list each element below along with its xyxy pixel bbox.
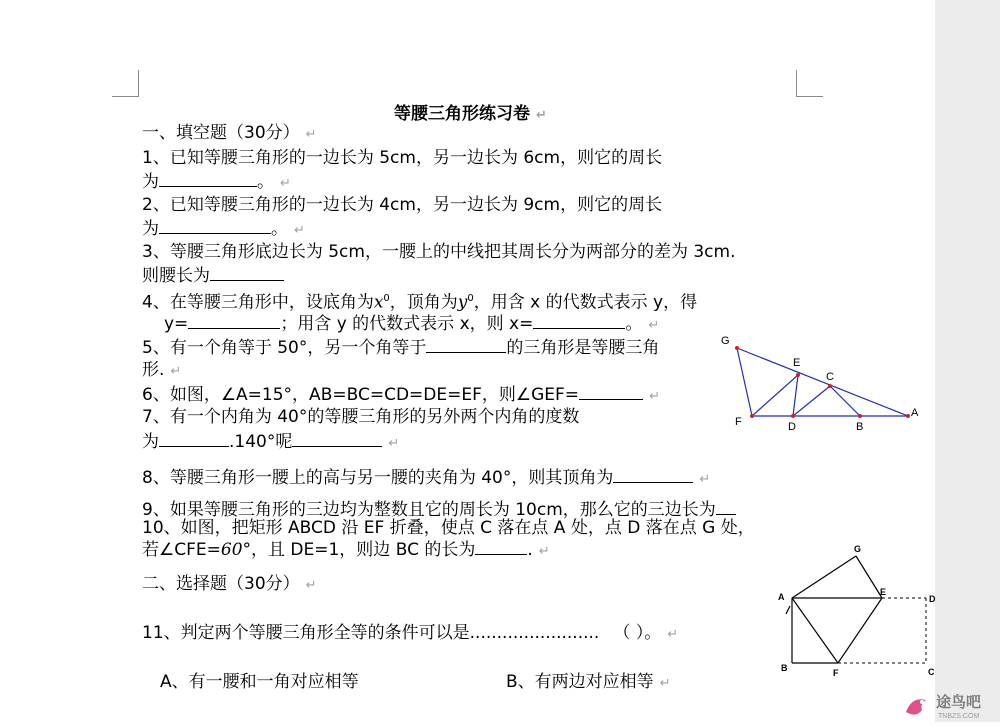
option-a: A、有一腰和一角对应相等 bbox=[160, 672, 359, 692]
question-3-line-1: 3、等腰三角形底边长为 5cm，一腰上的中线把其周长分为两部分的差为 3cm. bbox=[142, 242, 736, 262]
question-5-line-1: 5、有一个角等于 50°，另一个角等于 的三角形是等腰三角 bbox=[142, 338, 660, 358]
question-8: 8、等腰三角形一腰上的高与另一腰的夹角为 40°，则其顶角为 ↵ bbox=[142, 468, 711, 488]
question-3-line-2: 则腰长为 bbox=[142, 264, 284, 287]
fig1-label-e: E bbox=[793, 357, 801, 369]
question-10-line-1: 10、如图，把矩形 ABCD 沿 EF 折叠，使点 C 落在点 A 处，点 D 落在点 G 处， bbox=[142, 518, 755, 538]
fig1-label-g: G bbox=[721, 335, 730, 347]
fig1-label-c: C bbox=[826, 371, 834, 383]
question-5-line-2: 形. ↵ bbox=[142, 360, 182, 380]
page-corner-mark-left bbox=[112, 70, 139, 97]
watermark-url: TNBZS.COM bbox=[938, 713, 980, 720]
fig1-label-f: F bbox=[735, 416, 742, 428]
option-b: B、有两边对应相等 ↵ bbox=[506, 672, 671, 692]
fig2-label-d: D bbox=[929, 594, 936, 604]
fig2-label-g: G bbox=[854, 544, 862, 554]
document-title: 等腰三角形练习卷 ↵ bbox=[394, 104, 547, 124]
question-2-line-1: 2、已知等腰三角形的一边长为 4cm，另一边长为 9cm，则它的周长 bbox=[142, 195, 663, 215]
fig2-label-c: C bbox=[928, 667, 935, 677]
question-6: 6、如图，∠A=15°，AB=BC=CD=DE=EF，则∠GEF= ↵ bbox=[142, 385, 660, 405]
question-1-line-1: 1、已知等腰三角形的一边长为 5cm，另一边长为 6cm，则它的周长 bbox=[142, 148, 663, 168]
vertical-scrollbar[interactable] bbox=[935, 0, 1000, 722]
site-watermark bbox=[900, 688, 1000, 726]
fig2-label-b: B bbox=[781, 663, 788, 673]
question-4-line-2: y= ；用含 y 的代数式表示 x，则 x= 。 ↵ bbox=[164, 314, 660, 334]
fig1-label-a: A bbox=[911, 407, 919, 419]
watermark-title: 途鸟吧 bbox=[936, 693, 982, 711]
figure-2-folded-rectangle bbox=[772, 540, 942, 685]
section-fill-in: 一、填空题（30分） ↵ bbox=[142, 123, 317, 143]
question-7-line-1: 7、有一个内角为 40°的等腰三角形的另外两个内角的度数 bbox=[142, 407, 580, 427]
question-9: 9、如果等腰三角形的三边均为整数且它的周长为 10cm，那么它的三边长为 bbox=[142, 498, 736, 521]
question-10-line-2: 若∠CFE=60°，且 DE=1，则边 BC 的长为 . ↵ bbox=[142, 540, 550, 560]
figure-1-triangle-chain bbox=[715, 330, 925, 440]
fig2-label-e: E bbox=[880, 587, 887, 597]
question-4-line-1: 4、在等腰三角形中，设底角为$x^0$，顶角为$y^0$，用含 x 的代数式表示 y，得 bbox=[142, 292, 698, 313]
fig2-label-a: A bbox=[778, 592, 785, 602]
fig1-label-b: B bbox=[856, 421, 864, 433]
fig1-label-d: D bbox=[788, 421, 796, 433]
question-11: 11、判定两个等腰三角形全等的条件可以是........................ （ ）。 ↵ bbox=[142, 623, 679, 643]
page-corner-mark-right bbox=[796, 70, 823, 97]
question-1-line-2: 为 。 ↵ bbox=[142, 172, 291, 192]
question-2-line-2: 为 。 ↵ bbox=[142, 219, 305, 239]
fig2-label-f: F bbox=[833, 668, 839, 678]
bird-logo-icon bbox=[906, 699, 926, 714]
section-multiple-choice: 二、选择题（30分） ↵ bbox=[142, 574, 317, 594]
question-7-line-2: 为 .140°呢 ↵ bbox=[142, 432, 400, 452]
